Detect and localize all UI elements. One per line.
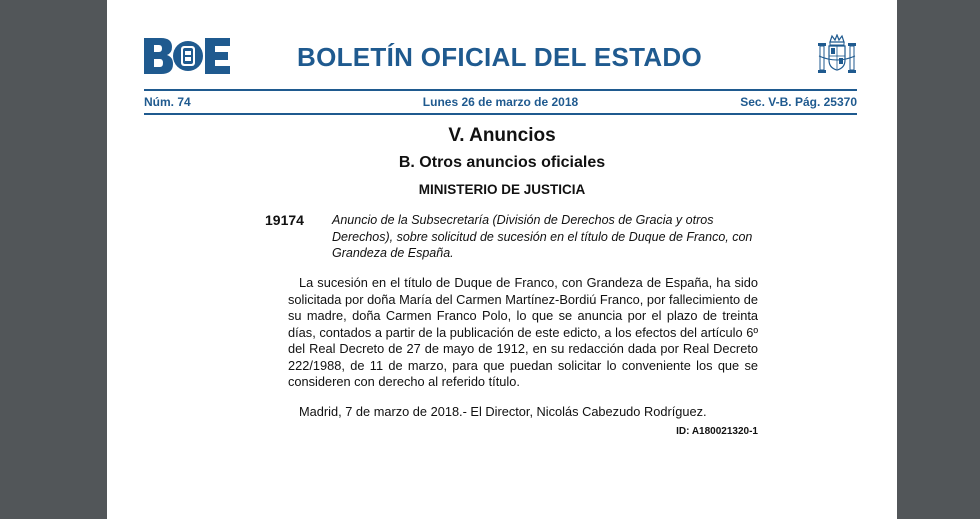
document-id: ID: A180021320-1 — [676, 426, 758, 437]
document-page — [107, 0, 897, 519]
coat-of-arms-icon — [817, 34, 857, 76]
header-bottom-rule — [144, 113, 857, 115]
issue-date: Lunes 26 de marzo de 2018 — [422, 95, 579, 109]
announcement-number: 19174 — [265, 212, 304, 228]
issue-meta-bar — [144, 95, 857, 111]
signature-line: Madrid, 7 de marzo de 2018.- El Director, Nicolás Cabezudo Rodríguez. — [299, 404, 707, 419]
boe-logo — [144, 38, 230, 74]
subsection-heading: B. Otros anuncios oficiales — [398, 154, 606, 171]
announcement-body: La sucesión en el título de Duque de Franco, con Grandeza de España, ha sido solicitada por doña María del Carmen Martínez-Bordiú Franco, por fallecimiento de su madre, doña Carmen Franco Polo, lo que se anuncia por el plazo de treinta días, contados a partir de la publicación de este edicto, a los efectos del artículo 6º del Real Decreto de 27 de mayo de 1912, en su redacción dada por Real Decreto 222/1988, de 11 de marzo, para que puedan solicitar lo conveniente los que se consideren con derecho al referido título. — [288, 275, 758, 389]
header-top-rule — [144, 89, 857, 91]
announcement-title: Anuncio de la Subsecretaría (División de Derechos de Gracia y otros Derechos), sobre solicitud de sucesión en el título de Duque de Franco, con Grandeza de España. — [332, 213, 753, 260]
issue-number: Núm. 74 — [144, 95, 191, 109]
publication-title: BOLETÍN OFICIAL DEL ESTADO — [297, 42, 703, 72]
ministry-heading: MINISTERIO DE JUSTICIA — [418, 182, 586, 197]
section-heading: V. Anuncios — [448, 125, 556, 146]
section-page: Sec. V-B. Pág. 25370 — [740, 95, 857, 109]
